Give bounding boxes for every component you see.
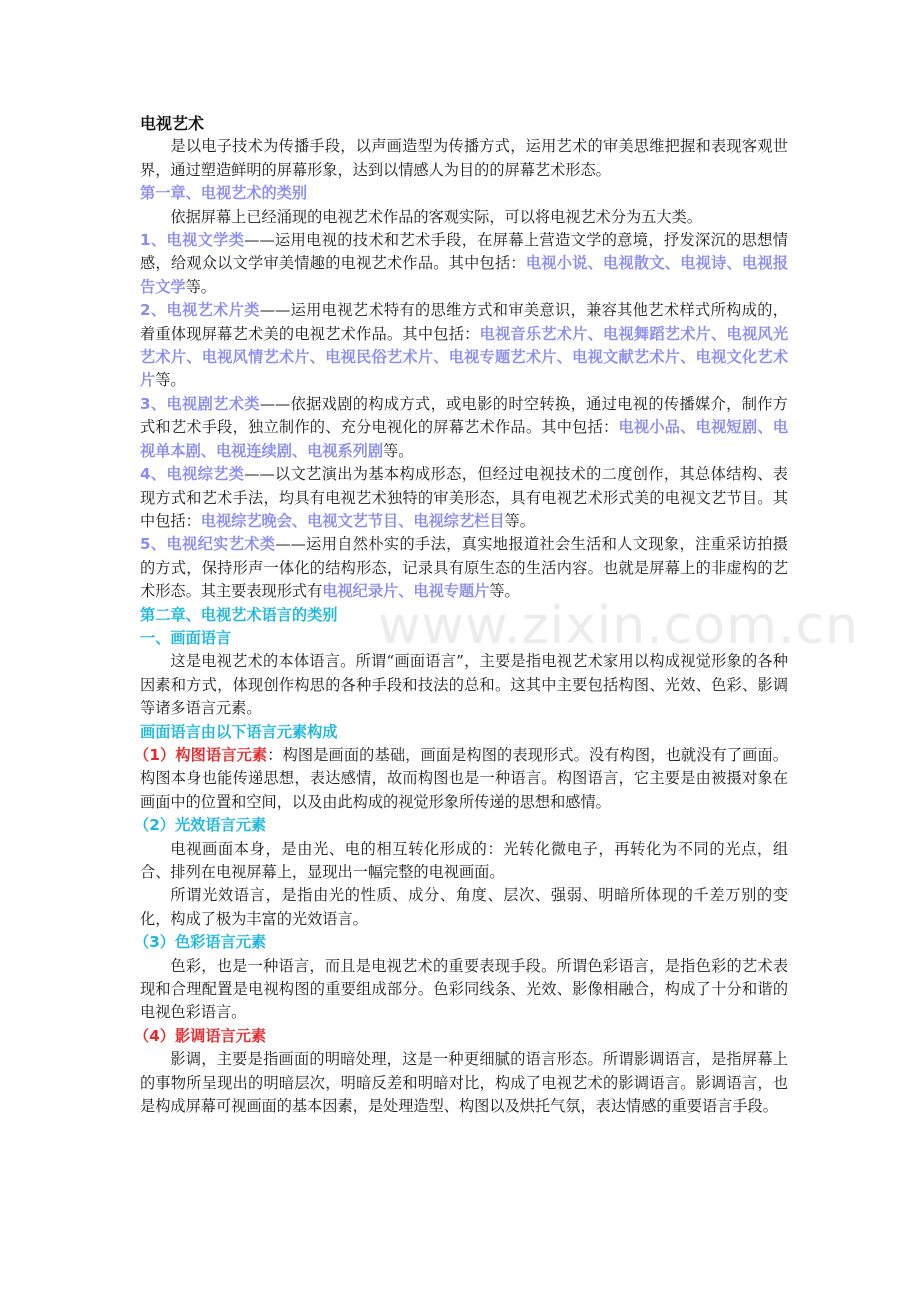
light-paragraph-1: 电视画面本身，是由光、电的相互转化形成的：光转化微电子，再转化为不同的光点，组合、排列在电视屏幕上，显现出一幅完整的电视画面。 (140, 839, 788, 881)
category-item (140, 393, 788, 463)
section1-paragraph: 这是电视艺术的本体语言。所谓“画面语言”，主要是指电视艺术家用以构成视觉形象的各种因素和方式，体现创作构思的各种手段和技法的总和。这其中主要包括构图、光效、色彩、影调等诸多语言元素。 (140, 652, 788, 718)
category-desc: ——运用电视的技术和艺术手段，在屏幕上营造文学的意境，抒发深沉的思想情感，给观众以文学审美情趣的电视艺术作品。其中包括： (140, 231, 788, 273)
category-name: 3、电视剧艺术类 (140, 394, 260, 413)
composition-text: ：构图是画面的基础，画面是构图的表现形式。没有构图，也就没有了画面。构图本身也能传递思想，表达感情，故而构图也是一种语言。构图语言，它主要是由被摄对象在画面中的位置和空间，以及由此构成的视觉形象所传递的思想和感情。 (140, 745, 788, 811)
light-heading (134, 814, 788, 837)
color-label: （3）色彩语言元素 (134, 933, 267, 952)
category-item (140, 229, 788, 299)
composition-paragraph (134, 744, 788, 814)
intro-paragraph: 是以电子技术为传播手段，以声画造型为传播方式，运用艺术的审美思维把握和表现客观世界，通过塑造鲜明的屏幕形象，达到以情感人为目的的屏幕艺术形态。 (140, 137, 788, 179)
category-end: 等。 (185, 277, 216, 296)
category-name: 2、电视艺术片类 (140, 301, 260, 320)
category-examples: 电视综艺晚会、电视文艺节目、电视综艺栏目 (200, 511, 505, 530)
tone-heading (134, 1025, 788, 1048)
category-desc: ——以文艺演出为基本构成形态，但经过电视技术的二度创作，其总体结构、表现方式和艺术手法，均具有电视艺术独特的审美形态，具有电视艺术形式美的电视文艺节目。其中包括： (140, 465, 788, 530)
category-item (140, 463, 788, 533)
document-title: 电视艺术 (140, 114, 205, 133)
category-item (140, 533, 788, 603)
category-end: 等。 (504, 511, 535, 530)
light-label: （2）光效语言元素 (134, 816, 267, 835)
category-name: 5、电视纪实艺术类 (140, 535, 276, 554)
category-end: 等。 (489, 582, 520, 601)
category-name: 1、电视文学类 (140, 231, 245, 250)
category-end: 等。 (155, 371, 186, 390)
section1-heading: 一、画面语言 (140, 628, 232, 647)
category-end: 等。 (383, 441, 414, 460)
category-name: 4、电视综艺类 (140, 465, 245, 484)
tone-label: （4）影调语言元素 (134, 1026, 267, 1045)
chapter2-heading: 第二章、电视艺术语言的类别 (140, 605, 338, 624)
watermark: www.zixin.com.cn (378, 596, 859, 656)
document-page (134, 112, 789, 1118)
category-desc: ——依据戏剧的构成方式，或电影的时空转换，通过电视的传播媒介，制作方式和艺术手段，独立制作的、充分电视化的屏幕艺术作品。其中包括： (140, 394, 788, 437)
color-heading (134, 931, 788, 954)
category-item (140, 299, 788, 393)
chapter1-lead: 依据屏幕上已经涌现的电视艺术作品的客观实际，可以将电视艺术分为五大类。 (170, 207, 702, 226)
category-examples: 电视音乐艺术片、电视舞蹈艺术片、电视风光艺术片、电视风情艺术片、电视民俗艺术片、电视专题艺术片、电视文献艺术片、电视文化艺术片 (140, 324, 789, 390)
category-examples: 电视小说、电视散文、电视诗、电视报告文学 (140, 254, 789, 296)
category-desc: ——运用电视艺术特有的思维方式和审美意识，兼容其他艺术样式所构成的，着重体现屏幕艺术美的电视艺术作品。其中包括： (140, 301, 788, 343)
color-paragraph: 色彩，也是一种语言，而且是电视艺术的重要表现手段。所谓色彩语言，是指色彩的艺术表现和合理配置是电视构图的重要组成部分。色彩同线条、光效、影像相融合，构成了十分和谐的电视色彩语言。 (140, 956, 788, 1022)
chapter1-heading: 第一章、电视艺术的类别 (140, 184, 308, 203)
light-paragraph-2: 所谓光效语言，是指由光的性质、成分、角度、层次、强弱、明暗所体现的千差万别的变化，构成了极为丰富的光效语言。 (140, 886, 788, 928)
category-examples: 电视纪录片、电视专题片 (322, 582, 490, 601)
elements-heading: 画面语言由以下语言元素构成 (140, 722, 338, 741)
tone-paragraph: 影调，主要是指画面的明暗处理，这是一种更细腻的语言形态。所谓影调语言，是指屏幕上的事物所呈现出的明暗层次，明暗反差和明暗对比，构成了电视艺术的影调语言。影调语言，也是构成屏幕可视画面的基本因素，是处理造型、构图以及烘托气氛，表达情感的重要语言手段。 (140, 1050, 788, 1116)
category-examples: 电视小品、电视短剧、电视单本剧、电视连续剧、电视系列剧 (140, 418, 789, 460)
composition-label: （1）构图语言元素 (134, 745, 268, 764)
category-desc: ——运用自然朴实的手法，真实地报道社会生活和人文现象，注重采访拍摄的方式，保持形声一体化的结构形态，记录具有原生态的生活内容。也就是屏幕上的非虚构的艺术形态。其主要表现形式有 (140, 535, 788, 601)
